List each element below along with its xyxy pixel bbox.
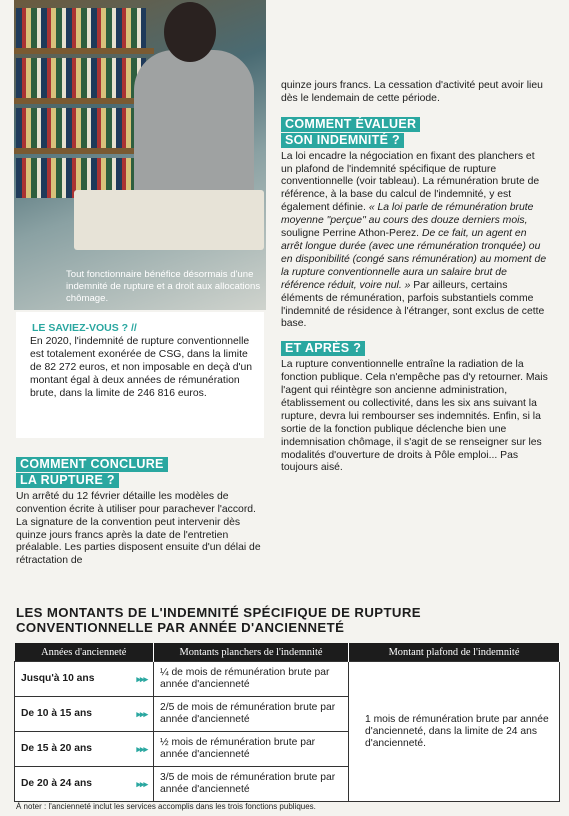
- library-photo: [14, 0, 266, 310]
- conclure-title-line1: COMMENT CONCLURE: [16, 457, 168, 472]
- arrows-icon: ▸▸▸: [136, 779, 147, 789]
- intro-text: quinze jours francs. La cessation d'activité peut avoir lieu dès le lendemain de cette période.: [281, 80, 543, 104]
- evaluer-quote2: De ce fait, un agent en arrêt longue durée (avec une rémunération tronquée) ou en disponibilité (congé sans rémunération) au moment de la rupture conventionnelle aura un salaire brut de référence réduit, voire nul. »: [281, 228, 547, 291]
- evaluer-quote: « La loi parle de rémunération brute moyenne "perçue" au cours des douze derniers mois,: [281, 202, 534, 227]
- left-column: [16, 457, 266, 568]
- conclure-body: Un arrêté du 12 février détaille les modèles de convention écrite à utiliser pour parachever l'accord. La signature de la convention peut intervenir dès quinze jours francs après la date de l'entretien préalable. Les parties disposent ensuite d'un délai de rétractation de: [16, 490, 261, 567]
- photo-caption: Tout fonctionnaire bénéfice désormais d'une indemnité de rupture et a droit aux allocations chômage.: [66, 269, 261, 304]
- did-you-know-text: En 2020, l'indemnité de rupture conventionnelle est totalement exonérée de CSG, dans la limite de 82 272 euros, et non imposable en deçà d'un montant égal à deux années de rémunération brute, dans la limite de 246 816 euros.: [30, 336, 253, 399]
- row-plancher: 2/5 de mois de rémunération brute par année d'ancienneté: [154, 697, 349, 732]
- did-you-know-title: LE SAVIEZ-VOUS ? //: [32, 322, 137, 334]
- table-header-row: [15, 643, 560, 662]
- row-plancher: ¼ de mois de rémunération brute par année d'ancienneté: [154, 662, 349, 697]
- apres-body: La rupture conventionnelle entraîne la radiation de la fonction publique. Cela n'empêche pas d'y retourner. Mais l'agent qui réintègre son ancienne administration, établissement ou collectivité, dans les six ans suivant la rupture, devra lui rembourser ses indemnités. Enfin, si la sortie de la fonction publique déclenche bien une indemnisation chômage, il s'agit de se renseigner sur les modalités d'ouverture de droits à Pôle emploi... Pas toujours aisé.: [281, 359, 548, 474]
- table-title: LES MONTANTS DE L'INDEMNITÉ SPÉCIFIQUE DE RUPTURE CONVENTIONNELLE PAR ANNÉE D'ANCIENNETÉ: [16, 605, 421, 635]
- arrows-icon: ▸▸▸: [136, 674, 147, 684]
- row-years: De 20 à 24 ans ▸▸▸: [15, 767, 154, 802]
- table-row: [15, 662, 560, 697]
- right-column: [281, 80, 549, 475]
- conclure-heading: [16, 457, 266, 489]
- indemnity-table: [14, 643, 560, 802]
- bookshelf-shelf: [14, 148, 154, 154]
- bookshelf-shelf: [14, 98, 154, 104]
- person-figure: [134, 50, 254, 200]
- bookshelf-books: [16, 108, 146, 148]
- evaluer-body: [281, 151, 549, 332]
- evaluer-title-line1: COMMENT ÉVALUER: [281, 117, 420, 132]
- header-plafond: Montant plafond de l'indemnité: [349, 643, 560, 662]
- person-head: [164, 2, 216, 62]
- bookshelf-books: [16, 8, 146, 48]
- apres-heading: [281, 341, 549, 357]
- evaluer-p1: La loi encadre la négociation en fixant des planchers et un plafond de l'indemnité spécifique de rupture conventionnelle (voir tableau). La rémunération brute de référence, à la base du calcul de l'indemnité, y est également définie.: [281, 150, 540, 214]
- header-years: Années d'ancienneté: [15, 643, 154, 662]
- row-years: Jusqu'à 10 ans ▸▸▸: [15, 662, 154, 697]
- evaluer-title-line2: SON INDEMNITÉ ?: [281, 133, 404, 148]
- evaluer-p3: Par ailleurs, certains éléments de rémunération, parfois substantiels comme l'indemnité de résidence à l'étranger, sont exclus de cette base.: [281, 279, 545, 330]
- evaluer-heading: [281, 117, 549, 149]
- row-plancher: 3/5 de mois de rémunération brute par année d'ancienneté: [154, 767, 349, 802]
- apres-title: ET APRÈS ?: [281, 341, 365, 356]
- arrows-icon: ▸▸▸: [136, 709, 147, 719]
- plafond-cell: 1 mois de rémunération brute par année d'ancienneté, dans la limite de 24 ans d'ancienneté.: [349, 662, 560, 802]
- conclure-title-line2: LA RUPTURE ?: [16, 473, 119, 488]
- arrows-icon: ▸▸▸: [136, 744, 147, 754]
- book-stack: [74, 190, 264, 250]
- bookshelf-books: [16, 58, 146, 98]
- header-plancher: Montants planchers de l'indemnité: [154, 643, 349, 662]
- bookshelf-shelf: [14, 48, 154, 54]
- evaluer-p2: souligne Perrine Athon-Perez.: [281, 228, 420, 240]
- row-years: De 15 à 20 ans ▸▸▸: [15, 732, 154, 767]
- row-plancher: ½ mois de rémunération brute par année d'ancienneté: [154, 732, 349, 767]
- table-note: À noter : l'ancienneté inclut les services accomplis dans les trois fonctions publiques.: [16, 802, 316, 811]
- row-years: De 10 à 15 ans ▸▸▸: [15, 697, 154, 732]
